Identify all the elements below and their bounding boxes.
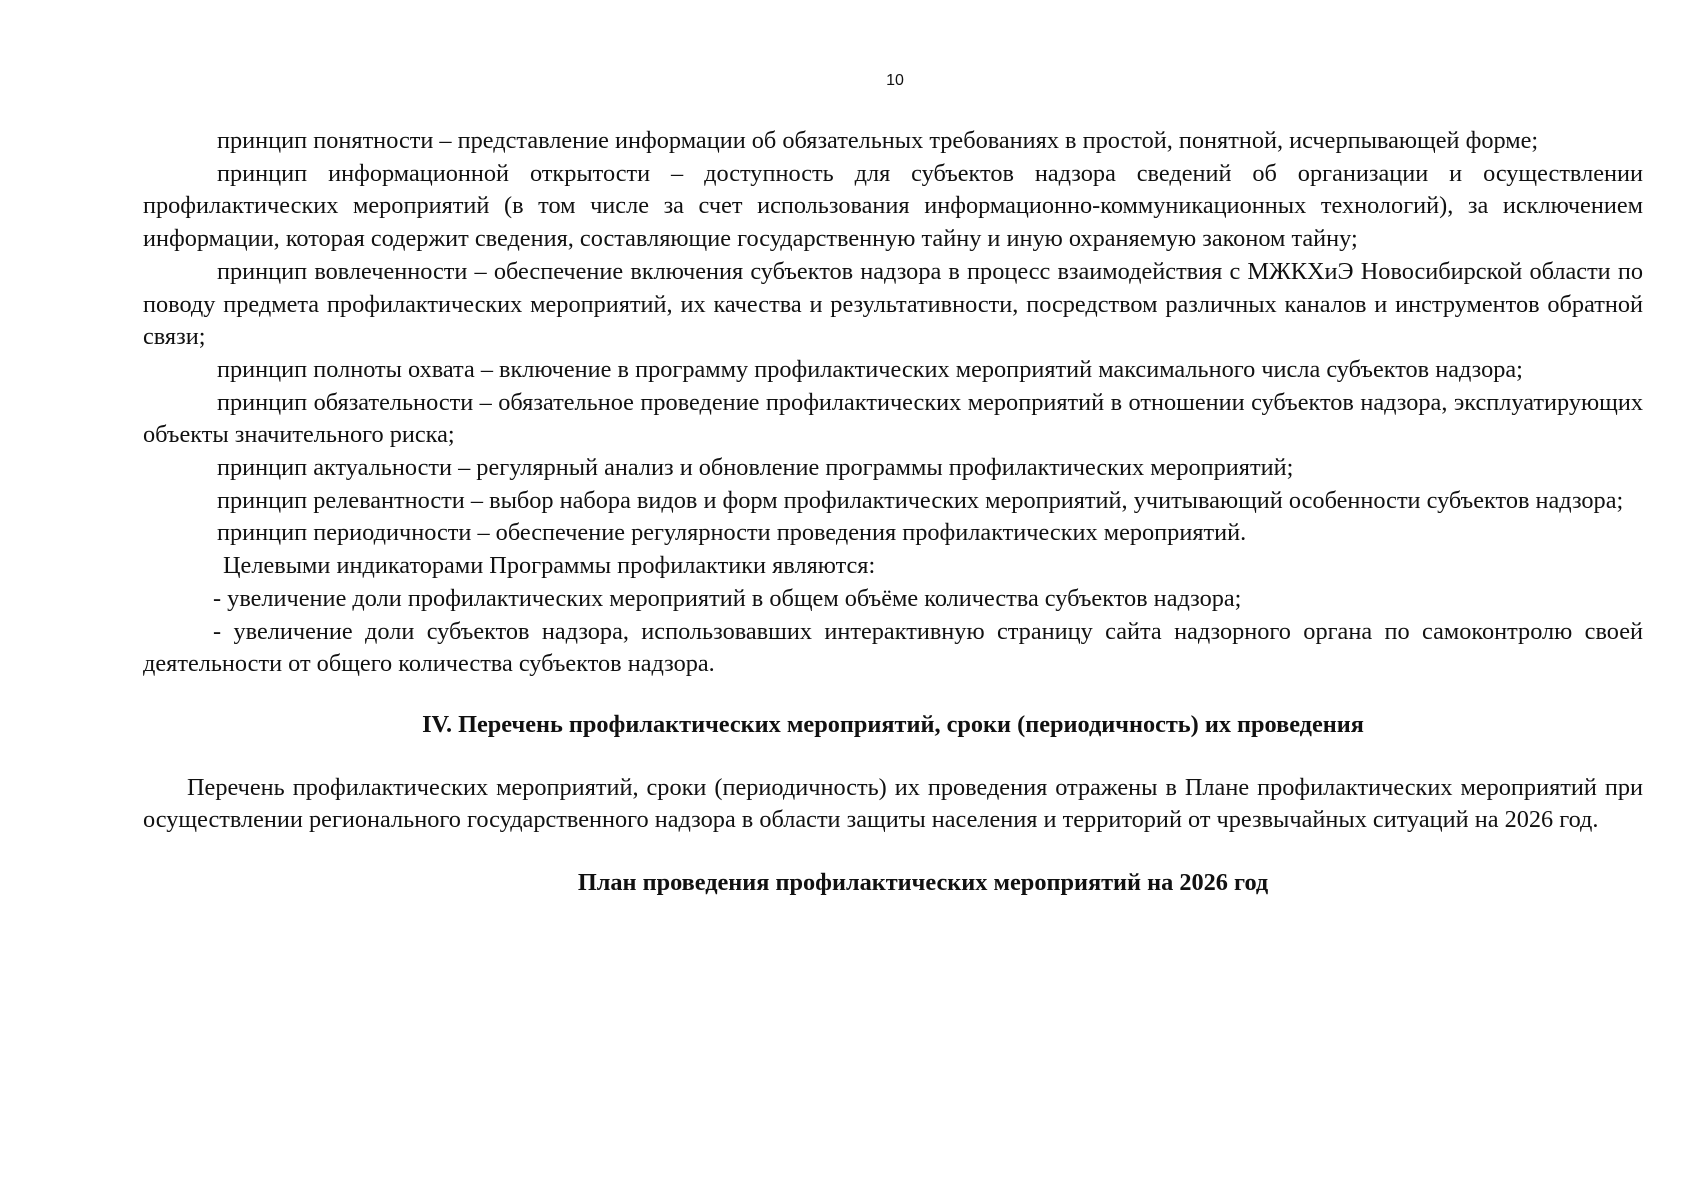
section-paragraph: Перечень профилактических мероприятий, сроки (периодичность) их проведения отражены в Плане профилактических мероприятий при осуществлении регионального государственного надзора в области защиты населения и территорий от чрезвычайных ситуаций на 2026 год. xyxy=(143,773,1643,834)
list-item-indicator-1: - увеличение доли профилактических мероприятий в общем объёме количества субъектов надзора; xyxy=(213,584,1242,612)
paragraph-obligation-principle: принцип обязательности – обязательное проведение профилактических мероприятий в отношении субъектов надзора, эксплуатирующих объекты значительного риска; xyxy=(143,388,1643,449)
page-number: 10 xyxy=(886,72,904,89)
paragraph-periodicity-principle: принцип периодичности – обеспечение регулярности проведения профилактических мероприятий. xyxy=(217,519,1247,547)
section-heading: IV. Перечень профилактических мероприятий, сроки (периодичность) их проведения xyxy=(422,710,1364,738)
page-content xyxy=(143,125,1643,900)
list-item-indicator-2: - увеличение доли субъектов надзора, использовавших интерактивную страницу сайта надзорного органа по самоконтролю своей деятельности от общего количества субъектов надзора. xyxy=(143,617,1643,678)
paragraph-relevance-update-principle: принцип актуальности – регулярный анализ и обновление программы профилактических мероприятий; xyxy=(217,454,1294,482)
paragraph-coverage-principle: принцип полноты охвата – включение в программу профилактических мероприятий максимального числа субъектов надзора; xyxy=(217,355,1523,383)
paragraph-relevance-principle: принцип релевантности – выбор набора видов и форм профилактических мероприятий, учитывающий особенности субъектов надзора; xyxy=(217,486,1624,514)
paragraph-openness-principle: принцип информационной открытости – доступность для субъектов надзора сведений об организации и осуществлении профилактических мероприятий (в том числе за счет использования информационно-коммуникационных технологий), за исключением информации, которая содержит сведения, составляющие государственную тайну и иную охраняемую законом тайну; xyxy=(143,159,1643,253)
paragraph-clarity-principle: принцип понятности – представление информации об обязательных требованиях в простой, понятной, исчерпывающей форме; xyxy=(217,127,1539,154)
paragraph-involvement-principle: принцип вовлеченности – обеспечение включения субъектов надзора в процесс взаимодействия с МЖКХиЭ Новосибирской области по поводу предмета профилактических мероприятий, их качества и результативности, посредством различных каналов и инструментов обратной связи; xyxy=(143,257,1643,351)
plan-heading: План проведения профилактических мероприятий на 2026 год xyxy=(577,869,1269,897)
paragraph-target-indicators: Целевыми индикаторами Программы профилактики являются: xyxy=(223,552,876,580)
